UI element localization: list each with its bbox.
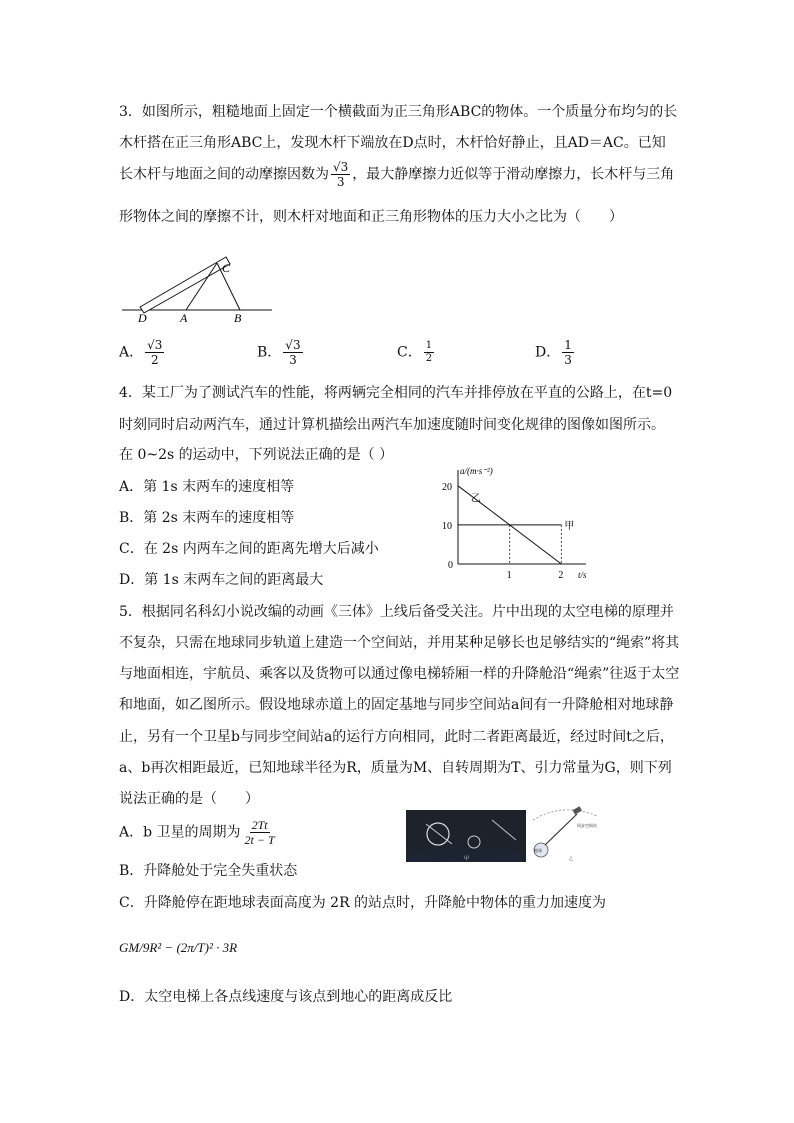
fraction-den: 3 xyxy=(564,353,572,367)
q3-line-3a: 长木杆与地面之间的动摩擦因数为 xyxy=(119,166,329,183)
q5-line-7: 说法正确的是（ ） xyxy=(119,791,259,807)
option-label: B． xyxy=(257,344,282,361)
fraction-num: √3 xyxy=(285,338,301,352)
option-fraction xyxy=(562,338,574,367)
q5-line-4: 和地面，如乙图所示。假设地球赤道上的固定基地与同步空间站a间有一升降舱相对地球静 xyxy=(119,697,674,713)
elevator-cable xyxy=(545,814,577,845)
image-label-yi: 乙 xyxy=(569,856,573,861)
space-elevator-diagram-yi xyxy=(525,800,601,862)
option-label: D． xyxy=(535,344,561,361)
fraction-num: √3 xyxy=(333,160,349,174)
acceleration-time-chart xyxy=(430,458,590,580)
q5-line-6: a、b再次相距最近，已知地球半径为R，质量为M、自转周期为T、引力常量为G，则下列 xyxy=(119,760,672,776)
fraction-den: 2 xyxy=(150,353,159,367)
image-label-jia: 甲 xyxy=(464,857,470,862)
option-label: A． xyxy=(119,344,144,361)
orbit-arc xyxy=(533,810,597,820)
option-a-fraction xyxy=(243,818,277,847)
q5-option-d[interactable]: D．太空电梯上各点线速度与该点到地心的距离成反比 xyxy=(119,989,453,1005)
q4-line-1: 4．某工厂为了测试汽车的性能，将两辆完全相同的汽车并排停放在平直的公路上，在t=0 xyxy=(119,385,673,401)
q3-option-b[interactable] xyxy=(257,338,305,367)
q5-line-5: 止，另有一个卫星b与同步空间站a的运行方向相同，此时二者距离最近，经过时间t之后， xyxy=(119,729,674,745)
fraction-num: 1 xyxy=(564,338,572,352)
option-label: C． xyxy=(397,344,422,361)
fraction-num: √3 xyxy=(147,338,163,352)
series-label-1: 甲 xyxy=(564,520,575,532)
fraction-den: 2t − T xyxy=(244,833,275,847)
label-station: 同步空间站 xyxy=(577,823,597,828)
x-tick-label: 2 xyxy=(558,570,564,580)
y-axis-label: a/(m·s⁻²) xyxy=(460,466,493,476)
q4-option-a[interactable]: A．第 1s 末两车的速度相等 xyxy=(119,479,295,495)
gravity-formula: GM/9R² − (2π/T)² · 3R xyxy=(119,940,238,955)
q5-line-3: 与地面相连，宇航员、乘客以及货物可以通过像电梯轿厢一样的升降舱沿“绳索”往返于太空 xyxy=(119,666,680,682)
option-fraction xyxy=(424,340,434,365)
q3-line-4: 形物体之间的摩擦不计，则木杆对地面和正三角形物体的压力大小之比为（ ） xyxy=(119,209,623,225)
q5-option-a[interactable] xyxy=(119,818,279,847)
x-axis-label: t/s xyxy=(578,570,587,580)
fraction-den: 2 xyxy=(425,353,433,364)
q3-line-3b: ，最大静摩擦力近似等于滑动摩擦力，长木杆与三角 xyxy=(352,166,675,183)
q5-line-1: 5．根据同名科幻小说改编的动画《三体》上线后备受关注。片中出现的太空电梯的原理并 xyxy=(119,604,674,620)
q4-line-2: 时刻同时启动两汽车，通过计算机描绘出两汽车加速度随时间变化规律的图像如图所示。 xyxy=(119,417,665,433)
fraction-den: 3 xyxy=(289,353,297,367)
friction-coefficient-fraction xyxy=(331,160,350,189)
q4-option-c[interactable]: C．在 2s 内两车之间的距离先增大后减小 xyxy=(119,541,379,557)
q3-line-2: 木杆搭在正三角形ABC上，发现木杆下端放在D点时，木杆恰好静止，且AD＝AC。已知 xyxy=(119,135,666,151)
station-icon xyxy=(573,806,582,814)
fraction-num: 1 xyxy=(425,340,433,351)
space-elevator-image-jia xyxy=(406,810,526,862)
q3-line-3 xyxy=(119,160,674,189)
fraction-den: 3 xyxy=(336,175,345,189)
label-b: B xyxy=(234,311,242,324)
q5-line-2: 不复杂，只需在地球同步轨道上建造一个空间站，并用某种足够长也足够结实的“绳索”将其 xyxy=(119,635,680,651)
series-label-2: 乙 xyxy=(470,493,481,505)
q4-line-3: 在 0~2s 的运动中，下列说法正确的是（ ） xyxy=(119,447,394,463)
triangle-rod-figure xyxy=(118,244,278,324)
label-d: D xyxy=(138,311,147,324)
q5-option-b[interactable]: B．升降舱处于完全失重状态 xyxy=(119,863,298,879)
wooden-rod xyxy=(140,257,230,313)
q3-line-1: 3．如图所示，粗糙地面上固定一个横截面为正三角形ABC的物体。一个质量分布均匀的长 xyxy=(119,104,678,120)
q3-option-d[interactable] xyxy=(535,338,576,367)
option-fraction xyxy=(283,338,302,367)
q4-option-d[interactable]: D．第 1s 末两车之间的距离最大 xyxy=(119,572,324,588)
origin-label: 0 xyxy=(448,560,453,571)
x-tick-label: 1 xyxy=(506,570,512,580)
label-c: C xyxy=(222,261,231,275)
label-a: A xyxy=(180,311,188,324)
y-tick-label: 20 xyxy=(442,481,452,493)
option-fraction xyxy=(145,338,164,367)
fraction-num: 2Tt xyxy=(251,818,268,832)
option-a-text: A．b 卫星的周期为 xyxy=(119,824,241,841)
q5-option-c[interactable]: C．升降舱停在距地球表面高度为 2R 的站点时，升降舱中物体的重力加速度为 xyxy=(119,895,607,911)
label-earth: 地球 xyxy=(534,848,542,853)
q3-option-a[interactable] xyxy=(119,338,166,367)
q3-option-c[interactable] xyxy=(397,340,436,365)
q4-option-b[interactable]: B．第 2s 末两车的速度相等 xyxy=(119,510,295,526)
y-tick-label: 10 xyxy=(442,520,452,532)
